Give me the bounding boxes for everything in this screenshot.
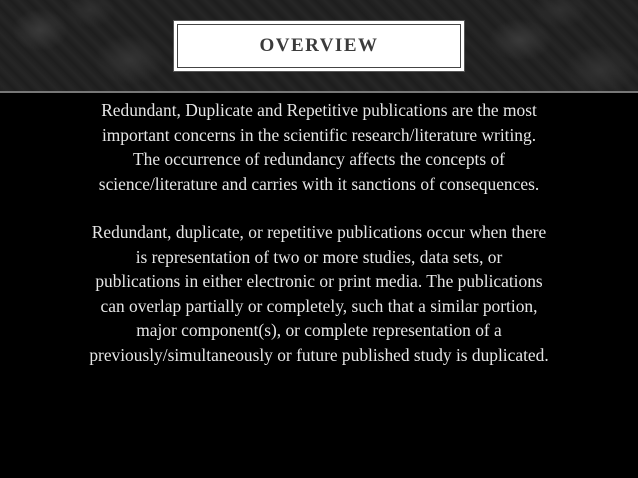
- paragraph-1-line: The occurrence of redundancy affects the concepts of: [133, 149, 505, 169]
- paragraph-1-line: science/literature and carries with it sanctions of consequences.: [98, 173, 540, 194]
- slide-body: [30, 98, 608, 367]
- paragraph-2-line: can overlap partially or completely, such that a similar portion,: [100, 295, 538, 316]
- paragraph-1-line: Redundant, Duplicate and Repetitive publications are the most: [101, 100, 537, 120]
- title-box: [173, 20, 465, 72]
- paragraph-1-line: important concerns in the scientific research/literature writing.: [101, 124, 537, 145]
- title-box-inner-border: [177, 24, 461, 68]
- paragraph-2-line: previously/simultaneously or future published study is duplicated.: [89, 344, 549, 365]
- paragraph-2-line: major component(s), or complete representation of a: [136, 320, 502, 340]
- paragraph-2-line: Redundant, duplicate, or repetitive publications occur when there: [91, 222, 547, 242]
- paragraph-2-line: is representation of two or more studies, data sets, or: [135, 246, 503, 267]
- header-divider: [0, 91, 638, 93]
- slide-title: OVERVIEW: [259, 35, 379, 56]
- paragraph-2-line: publications in either electronic or print media. The publications: [95, 271, 543, 291]
- paragraph-2: [30, 220, 608, 367]
- paragraph-1: [30, 98, 608, 196]
